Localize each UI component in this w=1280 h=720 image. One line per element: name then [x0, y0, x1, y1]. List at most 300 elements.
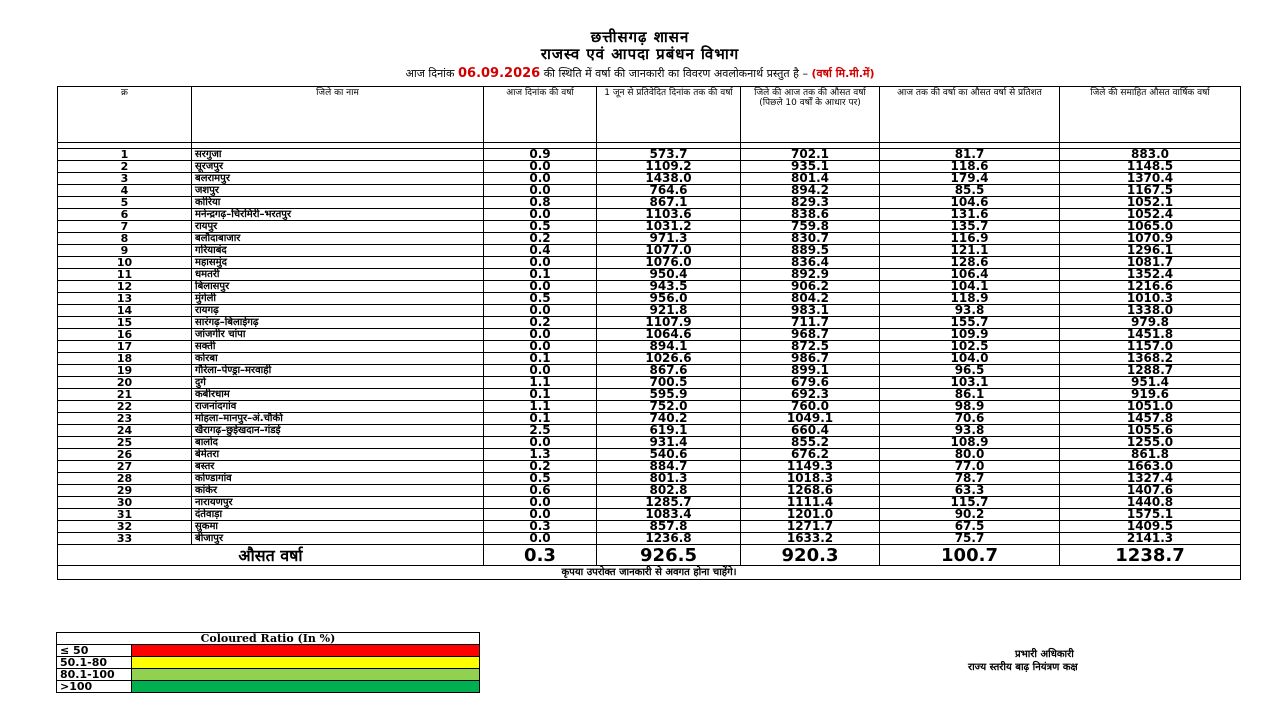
cell-percent: 98.9	[880, 401, 1060, 413]
cell-since-june: 740.2	[597, 413, 741, 425]
cell-district-name: बस्तर	[192, 461, 484, 473]
cell-sr: 27	[58, 461, 192, 473]
cell-sr: 9	[58, 245, 192, 257]
legend-row	[57, 681, 480, 693]
legend-color-swatch	[132, 681, 480, 693]
cell-today-rain: 0.1	[484, 389, 597, 401]
cell-since-june: 1026.6	[597, 353, 741, 365]
cell-average-rain: 829.3	[741, 197, 880, 209]
cell-annual-average: 1368.2	[1060, 353, 1241, 365]
cell-percent: 179.4	[880, 173, 1060, 185]
cell-average-rain: 676.2	[741, 449, 880, 461]
cell-district-name: गरियाबंद	[192, 245, 484, 257]
cell-sr: 13	[58, 293, 192, 305]
cell-district-name: मोहला–मानपुर–अं.चौकी	[192, 413, 484, 425]
cell-since-june: 1031.2	[597, 221, 741, 233]
table-row	[58, 269, 1241, 281]
cell-district-name: सरगुजा	[192, 149, 484, 161]
cell-today-rain: 0.0	[484, 329, 597, 341]
cell-sr: 2	[58, 161, 192, 173]
cell-since-june: 1083.4	[597, 509, 741, 521]
col-header-district: जिले का नाम	[192, 87, 484, 143]
table-row	[58, 389, 1241, 401]
cell-sr: 17	[58, 341, 192, 353]
cell-district-name: दुर्ग	[192, 377, 484, 389]
cell-percent: 115.7	[880, 497, 1060, 509]
cell-percent: 106.4	[880, 269, 1060, 281]
table-row	[58, 317, 1241, 329]
col-header-average: जिले की आज तक की औसत वर्षा (पिछले 10 वर्षों के आधार पर)	[741, 87, 880, 143]
cell-today-rain: 0.5	[484, 473, 597, 485]
cell-annual-average: 1065.0	[1060, 221, 1241, 233]
cell-annual-average: 1157.0	[1060, 341, 1241, 353]
cell-percent: 121.1	[880, 245, 1060, 257]
cell-district-name: मनेन्द्रगढ़–चिरमिरी–भरतपुर	[192, 209, 484, 221]
cell-annual-average: 919.6	[1060, 389, 1241, 401]
cell-sr: 7	[58, 221, 192, 233]
average-label: औसत वर्षा	[58, 545, 484, 566]
table-row	[58, 449, 1241, 461]
cell-average-rain: 889.5	[741, 245, 880, 257]
cell-percent: 86.1	[880, 389, 1060, 401]
legend-range-label: 50.1-80	[57, 657, 132, 669]
cell-today-rain: 0.5	[484, 293, 597, 305]
cell-district-name: बिलासपुर	[192, 281, 484, 293]
cell-today-rain: 0.1	[484, 353, 597, 365]
table-row	[58, 437, 1241, 449]
cell-annual-average: 1296.1	[1060, 245, 1241, 257]
cell-today-rain: 0.0	[484, 341, 597, 353]
cell-today-rain: 0.0	[484, 161, 597, 173]
cell-district-name: कोरिया	[192, 197, 484, 209]
cell-today-rain: 1.1	[484, 401, 597, 413]
legend-range-label: 80.1-100	[57, 669, 132, 681]
cell-annual-average: 883.0	[1060, 149, 1241, 161]
cell-sr: 29	[58, 485, 192, 497]
cell-average-rain: 702.1	[741, 149, 880, 161]
cell-average-rain: 804.2	[741, 293, 880, 305]
cell-sr: 28	[58, 473, 192, 485]
cell-sr: 14	[58, 305, 192, 317]
cell-average-rain: 983.1	[741, 305, 880, 317]
cell-annual-average: 1216.6	[1060, 281, 1241, 293]
average-row	[58, 545, 1241, 566]
average-avg: 920.3	[741, 545, 880, 566]
cell-today-rain: 0.0	[484, 185, 597, 197]
cell-average-rain: 830.7	[741, 233, 880, 245]
cell-since-june: 619.1	[597, 425, 741, 437]
cell-today-rain: 0.2	[484, 233, 597, 245]
cell-average-rain: 1111.4	[741, 497, 880, 509]
cell-percent: 104.1	[880, 281, 1060, 293]
cell-annual-average: 1327.4	[1060, 473, 1241, 485]
cell-percent: 80.0	[880, 449, 1060, 461]
cell-district-name: सारंगढ़–बिलाईगढ़	[192, 317, 484, 329]
cell-sr: 11	[58, 269, 192, 281]
cell-sr: 26	[58, 449, 192, 461]
table-row	[58, 245, 1241, 257]
cell-today-rain: 1.1	[484, 377, 597, 389]
cell-percent: 70.6	[880, 413, 1060, 425]
table-row	[58, 293, 1241, 305]
cell-sr: 12	[58, 281, 192, 293]
cell-since-june: 867.6	[597, 365, 741, 377]
cell-since-june: 801.3	[597, 473, 741, 485]
cell-annual-average: 1070.9	[1060, 233, 1241, 245]
cell-average-rain: 836.4	[741, 257, 880, 269]
table-row	[58, 377, 1241, 389]
cell-percent: 81.7	[880, 149, 1060, 161]
cell-district-name: धमतरी	[192, 269, 484, 281]
average-since: 926.5	[597, 545, 741, 566]
cell-today-rain: 0.0	[484, 281, 597, 293]
table-row	[58, 509, 1241, 521]
cell-percent: 116.9	[880, 233, 1060, 245]
legend-range-label: ≤ 50	[57, 645, 132, 657]
cell-average-rain: 692.3	[741, 389, 880, 401]
legend-row	[57, 669, 480, 681]
cell-since-june: 956.0	[597, 293, 741, 305]
cell-percent: 102.5	[880, 341, 1060, 353]
cell-annual-average: 2141.3	[1060, 533, 1241, 545]
table-row	[58, 425, 1241, 437]
cell-district-name: कांकेर	[192, 485, 484, 497]
cell-percent: 67.5	[880, 521, 1060, 533]
cell-percent: 118.6	[880, 161, 1060, 173]
cell-average-rain: 1633.2	[741, 533, 880, 545]
cell-district-name: कोरबा	[192, 353, 484, 365]
cell-annual-average: 1148.5	[1060, 161, 1241, 173]
cell-annual-average: 1575.1	[1060, 509, 1241, 521]
cell-sr: 22	[58, 401, 192, 413]
cell-since-june: 752.0	[597, 401, 741, 413]
cell-district-name: कोण्डागांव	[192, 473, 484, 485]
cell-since-june: 802.8	[597, 485, 741, 497]
cell-district-name: बालोद	[192, 437, 484, 449]
cell-annual-average: 1052.4	[1060, 209, 1241, 221]
table-row	[58, 173, 1241, 185]
rainfall-table	[57, 86, 1241, 580]
table-row	[58, 161, 1241, 173]
cell-today-rain: 0.0	[484, 437, 597, 449]
table-row	[58, 209, 1241, 221]
cell-annual-average: 1451.8	[1060, 329, 1241, 341]
cell-since-june: 764.6	[597, 185, 741, 197]
cell-average-rain: 1049.1	[741, 413, 880, 425]
cell-since-june: 573.7	[597, 149, 741, 161]
cell-since-june: 884.7	[597, 461, 741, 473]
cell-annual-average: 1409.5	[1060, 521, 1241, 533]
cell-average-rain: 906.2	[741, 281, 880, 293]
cell-average-rain: 1271.7	[741, 521, 880, 533]
cell-sr: 33	[58, 533, 192, 545]
cell-today-rain: 0.2	[484, 317, 597, 329]
cell-annual-average: 1010.3	[1060, 293, 1241, 305]
cell-average-rain: 899.1	[741, 365, 880, 377]
cell-sr: 18	[58, 353, 192, 365]
cell-sr: 16	[58, 329, 192, 341]
cell-today-rain: 2.5	[484, 425, 597, 437]
note-text: कृपया उपरोक्त जानकारी से अवगत होना चाहेंगे।	[58, 566, 1241, 580]
cell-since-june: 1285.7	[597, 497, 741, 509]
average-percent: 100.7	[880, 545, 1060, 566]
cell-sr: 32	[58, 521, 192, 533]
cell-today-rain: 0.5	[484, 221, 597, 233]
cell-today-rain: 0.0	[484, 257, 597, 269]
table-row	[58, 257, 1241, 269]
cell-sr: 4	[58, 185, 192, 197]
cell-today-rain: 0.0	[484, 209, 597, 221]
subtitle-prefix: आज दिनांक	[405, 67, 455, 80]
cell-percent: 93.8	[880, 305, 1060, 317]
cell-annual-average: 861.8	[1060, 449, 1241, 461]
signature-title: प्रभारी अधिकारी	[1015, 649, 1074, 660]
cell-since-june: 971.3	[597, 233, 741, 245]
cell-district-name: कबीरधाम	[192, 389, 484, 401]
cell-average-rain: 801.4	[741, 173, 880, 185]
cell-district-name: जांजगीर चांपा	[192, 329, 484, 341]
cell-average-rain: 711.7	[741, 317, 880, 329]
signature-office: राज्य स्तरीय बाढ़ नियंत्रण कक्ष	[968, 662, 1078, 673]
cell-since-june: 1076.0	[597, 257, 741, 269]
cell-since-june: 931.4	[597, 437, 741, 449]
cell-annual-average: 1081.7	[1060, 257, 1241, 269]
cell-today-rain: 0.0	[484, 497, 597, 509]
table-row	[58, 197, 1241, 209]
cell-district-name: खैरागढ़–छुईखदान–गंडई	[192, 425, 484, 437]
cell-today-rain: 0.1	[484, 269, 597, 281]
cell-average-rain: 894.2	[741, 185, 880, 197]
cell-today-rain: 0.6	[484, 485, 597, 497]
cell-today-rain: 0.3	[484, 521, 597, 533]
col-header-sr: क्र	[58, 87, 192, 143]
cell-sr: 19	[58, 365, 192, 377]
cell-since-june: 894.1	[597, 341, 741, 353]
unit-label: (वर्षा मि.मी.में)	[811, 67, 875, 80]
cell-today-rain: 0.4	[484, 245, 597, 257]
table-row	[58, 221, 1241, 233]
cell-since-june: 700.5	[597, 377, 741, 389]
table-row	[58, 185, 1241, 197]
table-row	[58, 521, 1241, 533]
average-today: 0.3	[484, 545, 597, 566]
table-row	[58, 353, 1241, 365]
cell-sr: 8	[58, 233, 192, 245]
cell-annual-average: 1440.8	[1060, 497, 1241, 509]
cell-annual-average: 1055.6	[1060, 425, 1241, 437]
cell-percent: 135.7	[880, 221, 1060, 233]
cell-average-rain: 855.2	[741, 437, 880, 449]
table-row	[58, 401, 1241, 413]
cell-district-name: मुंगेली	[192, 293, 484, 305]
cell-average-rain: 1018.3	[741, 473, 880, 485]
header-subtitle	[0, 66, 1280, 81]
cell-today-rain: 0.0	[484, 305, 597, 317]
cell-since-june: 1103.6	[597, 209, 741, 221]
table-row	[58, 413, 1241, 425]
legend-row	[57, 657, 480, 669]
cell-annual-average: 1052.1	[1060, 197, 1241, 209]
cell-average-rain: 986.7	[741, 353, 880, 365]
cell-average-rain: 760.0	[741, 401, 880, 413]
legend-color-swatch	[132, 669, 480, 681]
table-row	[58, 365, 1241, 377]
cell-since-june: 1236.8	[597, 533, 741, 545]
cell-percent: 77.0	[880, 461, 1060, 473]
cell-average-rain: 838.6	[741, 209, 880, 221]
cell-since-june: 1438.0	[597, 173, 741, 185]
cell-average-rain: 935.1	[741, 161, 880, 173]
cell-percent: 90.2	[880, 509, 1060, 521]
cell-district-name: रायपुर	[192, 221, 484, 233]
cell-sr: 10	[58, 257, 192, 269]
cell-today-rain: 0.0	[484, 509, 597, 521]
cell-average-rain: 679.6	[741, 377, 880, 389]
cell-sr: 5	[58, 197, 192, 209]
cell-annual-average: 1457.8	[1060, 413, 1241, 425]
table-row	[58, 473, 1241, 485]
note-row	[58, 566, 1241, 580]
table-row	[58, 341, 1241, 353]
cell-percent: 128.6	[880, 257, 1060, 269]
cell-district-name: बीजापुर	[192, 533, 484, 545]
cell-sr: 15	[58, 317, 192, 329]
header-department: राजस्व एवं आपदा प्रबंधन विभाग	[540, 45, 740, 63]
cell-since-june: 1064.6	[597, 329, 741, 341]
cell-today-rain: 0.1	[484, 413, 597, 425]
cell-sr: 25	[58, 437, 192, 449]
cell-since-june: 1109.2	[597, 161, 741, 173]
col-header-since-june: 1 जून से प्रतिवेदित दिनांक तक की वर्षा	[597, 87, 741, 143]
cell-district-name: राजनांदगांव	[192, 401, 484, 413]
cell-district-name: सक्ती	[192, 341, 484, 353]
cell-today-rain: 0.9	[484, 149, 597, 161]
color-legend	[56, 632, 480, 693]
cell-annual-average: 1255.0	[1060, 437, 1241, 449]
cell-annual-average: 1407.6	[1060, 485, 1241, 497]
legend-range-label: >100	[57, 681, 132, 693]
cell-since-june: 943.5	[597, 281, 741, 293]
cell-since-june: 857.8	[597, 521, 741, 533]
average-annual: 1238.7	[1060, 545, 1241, 566]
cell-today-rain: 0.8	[484, 197, 597, 209]
cell-sr: 20	[58, 377, 192, 389]
cell-percent: 63.3	[880, 485, 1060, 497]
cell-average-rain: 660.4	[741, 425, 880, 437]
cell-today-rain: 0.0	[484, 533, 597, 545]
cell-percent: 108.9	[880, 437, 1060, 449]
cell-average-rain: 1268.6	[741, 485, 880, 497]
cell-district-name: सुकमा	[192, 521, 484, 533]
cell-average-rain: 1149.3	[741, 461, 880, 473]
cell-sr: 23	[58, 413, 192, 425]
cell-today-rain: 0.0	[484, 365, 597, 377]
cell-today-rain: 0.0	[484, 173, 597, 185]
cell-annual-average: 1663.0	[1060, 461, 1241, 473]
cell-today-rain: 0.2	[484, 461, 597, 473]
legend-title: Coloured Ratio (In %)	[57, 633, 480, 645]
cell-district-name: बलौदाबाजार	[192, 233, 484, 245]
cell-district-name: रायगढ़	[192, 305, 484, 317]
cell-average-rain: 1201.0	[741, 509, 880, 521]
header-government: छत्तीसगढ़ शासन	[590, 28, 690, 46]
cell-district-name: नारायणपुर	[192, 497, 484, 509]
table-row	[58, 305, 1241, 317]
subtitle-middle: की स्थिति में वर्षा की जानकारी का विवरण अवलोकनार्थ प्रस्तुत है –	[543, 67, 809, 80]
cell-percent: 109.9	[880, 329, 1060, 341]
cell-annual-average: 1370.4	[1060, 173, 1241, 185]
cell-percent: 85.5	[880, 185, 1060, 197]
cell-sr: 30	[58, 497, 192, 509]
cell-since-june: 540.6	[597, 449, 741, 461]
cell-percent: 75.7	[880, 533, 1060, 545]
cell-percent: 78.7	[880, 473, 1060, 485]
cell-percent: 96.5	[880, 365, 1060, 377]
cell-district-name: सूरजपुर	[192, 161, 484, 173]
col-header-percent: आज तक की वर्षा का औसत वर्षा से प्रतिशत	[880, 87, 1060, 143]
table-row	[58, 329, 1241, 341]
cell-annual-average: 1167.5	[1060, 185, 1241, 197]
report-date: 06.09.2026	[457, 66, 541, 81]
cell-average-rain: 892.9	[741, 269, 880, 281]
table-row	[58, 281, 1241, 293]
cell-annual-average: 1051.0	[1060, 401, 1241, 413]
cell-sr: 21	[58, 389, 192, 401]
cell-percent: 104.0	[880, 353, 1060, 365]
cell-average-rain: 872.5	[741, 341, 880, 353]
cell-percent: 93.8	[880, 425, 1060, 437]
table-row	[58, 461, 1241, 473]
cell-district-name: बलरामपुर	[192, 173, 484, 185]
cell-since-june: 1107.9	[597, 317, 741, 329]
cell-percent: 155.7	[880, 317, 1060, 329]
cell-since-june: 950.4	[597, 269, 741, 281]
table-row	[58, 533, 1241, 545]
legend-header-row	[57, 633, 480, 645]
table-row	[58, 497, 1241, 509]
cell-district-name: बेमेतरा	[192, 449, 484, 461]
cell-sr: 24	[58, 425, 192, 437]
cell-average-rain: 968.7	[741, 329, 880, 341]
cell-sr: 1	[58, 149, 192, 161]
cell-district-name: महासमुंद	[192, 257, 484, 269]
cell-annual-average: 1352.4	[1060, 269, 1241, 281]
cell-since-june: 921.8	[597, 305, 741, 317]
cell-sr: 6	[58, 209, 192, 221]
cell-annual-average: 951.4	[1060, 377, 1241, 389]
table-row	[58, 149, 1241, 161]
cell-district-name: जशपुर	[192, 185, 484, 197]
table-row	[58, 485, 1241, 497]
cell-annual-average: 1288.7	[1060, 365, 1241, 377]
cell-sr: 3	[58, 173, 192, 185]
cell-annual-average: 979.8	[1060, 317, 1241, 329]
cell-district-name: दंतेवाड़ा	[192, 509, 484, 521]
cell-since-june: 867.1	[597, 197, 741, 209]
cell-percent: 118.9	[880, 293, 1060, 305]
legend-row	[57, 645, 480, 657]
cell-sr: 31	[58, 509, 192, 521]
legend-color-swatch	[132, 645, 480, 657]
table-header-row	[58, 87, 1241, 143]
cell-percent: 131.6	[880, 209, 1060, 221]
table-row	[58, 233, 1241, 245]
cell-percent: 104.6	[880, 197, 1060, 209]
cell-percent: 103.1	[880, 377, 1060, 389]
col-header-annual: जिले की समाहित औसत वार्षिक वर्षा	[1060, 87, 1241, 143]
legend-color-swatch	[132, 657, 480, 669]
cell-district-name: गौरेला–पेण्ड्रा–मरवाही	[192, 365, 484, 377]
